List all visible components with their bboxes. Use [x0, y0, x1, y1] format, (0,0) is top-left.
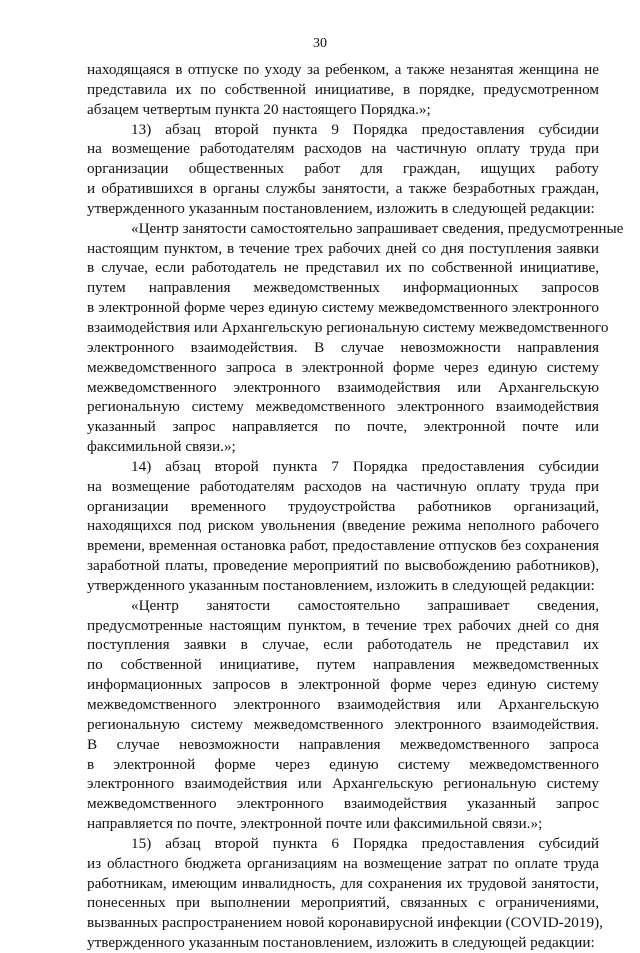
text-line: утвержденного указанным постановлением, изложить в следующей редакции:: [87, 934, 595, 952]
text-line: «Центр занятости самостоятельно запрашивает сведения, предусмотренные: [131, 219, 624, 237]
text-line: и обратившихся в органы службы занятости, а также безработных граждан,: [87, 180, 599, 198]
text-line: заработной платы, проведение мероприятий по высвобождению работников),: [87, 557, 599, 575]
text-line: по собственной инициативе, путем направления межведомственных: [87, 656, 599, 674]
document-body: [87, 60, 624, 953]
text-line: в электронной форме через единую систему межведомственного: [87, 755, 599, 773]
text-line: организации общественных работ для граждан, ищущих работу: [87, 160, 599, 178]
text-line: взаимодействия или Архангельскую региональную систему межведомственного: [87, 318, 609, 336]
text-line: понесенных при выполнении мероприятий, связанных с ограничениями,: [87, 894, 599, 912]
text-line: настоящим пунктом, в течение трех рабочих дней со дня поступления заявки: [87, 239, 599, 257]
text-line: межведомственного запроса в электронной форме через единую систему: [87, 358, 599, 376]
text-line: электронного взаимодействия. В случае невозможности направления: [87, 338, 599, 356]
text-line: утвержденного указанным постановлением, изложить в следующей редакции:: [87, 199, 595, 217]
text-line: информационных запросов в электронной форме через единую систему: [87, 676, 599, 694]
text-line: на возмещение работодателям расходов на частичную оплату труда при: [87, 140, 599, 158]
text-line: факсимильной связи.»;: [87, 438, 236, 456]
text-line: работникам, имеющим инвалидность, для сохранения их трудовой занятости,: [87, 874, 599, 892]
text-line: из областного бюджета организациям на возмещение затрат по оплате труда: [87, 854, 599, 872]
text-line: находящихся под риском увольнения (введение режима неполного рабочего: [87, 517, 599, 535]
text-line: находящаяся в отпуске по уходу за ребенком, а также незанятая женщина не: [87, 61, 599, 78]
text-line: организации временного трудоустройства работников организаций,: [87, 497, 599, 515]
text-line: указанный запрос направляется по почте, электронной почте или: [87, 418, 599, 436]
text-line: межведомственного электронного взаимодействия или Архангельскую: [87, 378, 599, 396]
text-line: межведомственного электронного взаимодействия или Архангельскую: [87, 696, 599, 713]
text-line: на возмещение работодателям расходов на частичную оплату труда при: [87, 477, 599, 495]
text-line: В случае невозможности направления межведомственного запроса: [87, 735, 599, 753]
text-line: вызванных распространением новой коронавирусной инфекции (COVID-2019),: [87, 914, 603, 932]
text-line: направляется по почте, электронной почте или факсимильной связи.»;: [87, 815, 543, 833]
text-line: электронного взаимодействия или Архангельскую региональную систему: [87, 775, 599, 793]
text-line: в электронной форме через единую систему межведомственного электронного: [87, 299, 599, 317]
text-line: 13) абзац второй пункта 9 Порядка предоставления субсидии: [131, 120, 599, 138]
text-line: представила их по собственной инициативе, в порядке, предусмотренном: [87, 80, 599, 98]
text-line: поступления заявки в случае, если работодатель не представил их: [87, 636, 599, 654]
text-line: времени, временная остановка работ, предоставление отпусков без сохранения: [87, 537, 599, 555]
text-line: предусмотренные настоящим пунктом, в течение трех рабочих дней со дня: [87, 616, 599, 634]
text-line: региональную систему межведомственного электронного взаимодействия: [87, 398, 599, 416]
text-line: «Центр занятости самостоятельно запрашивает сведения,: [131, 596, 599, 614]
page-number: 30: [313, 36, 327, 51]
text-line: утвержденного указанным постановлением, изложить в следующей редакции:: [87, 576, 595, 594]
text-line: 15) абзац второй пункта 6 Порядка предоставления субсидий: [131, 834, 599, 852]
text-line: 14) абзац второй пункта 7 Порядка предоставления субсидии: [131, 457, 599, 475]
text-line: межведомственного электронного взаимодействия указанный запрос: [87, 795, 599, 813]
text-line: абзацем четвертым пункта 20 настоящего Порядка.»;: [87, 100, 431, 118]
text-line: в случае, если работодатель не представил их по собственной инициативе,: [87, 259, 599, 277]
text-line: путем направления межведомственных информационных запросов: [87, 279, 599, 297]
text-line: региональную систему межведомственного электронного взаимодействия.: [87, 715, 599, 733]
